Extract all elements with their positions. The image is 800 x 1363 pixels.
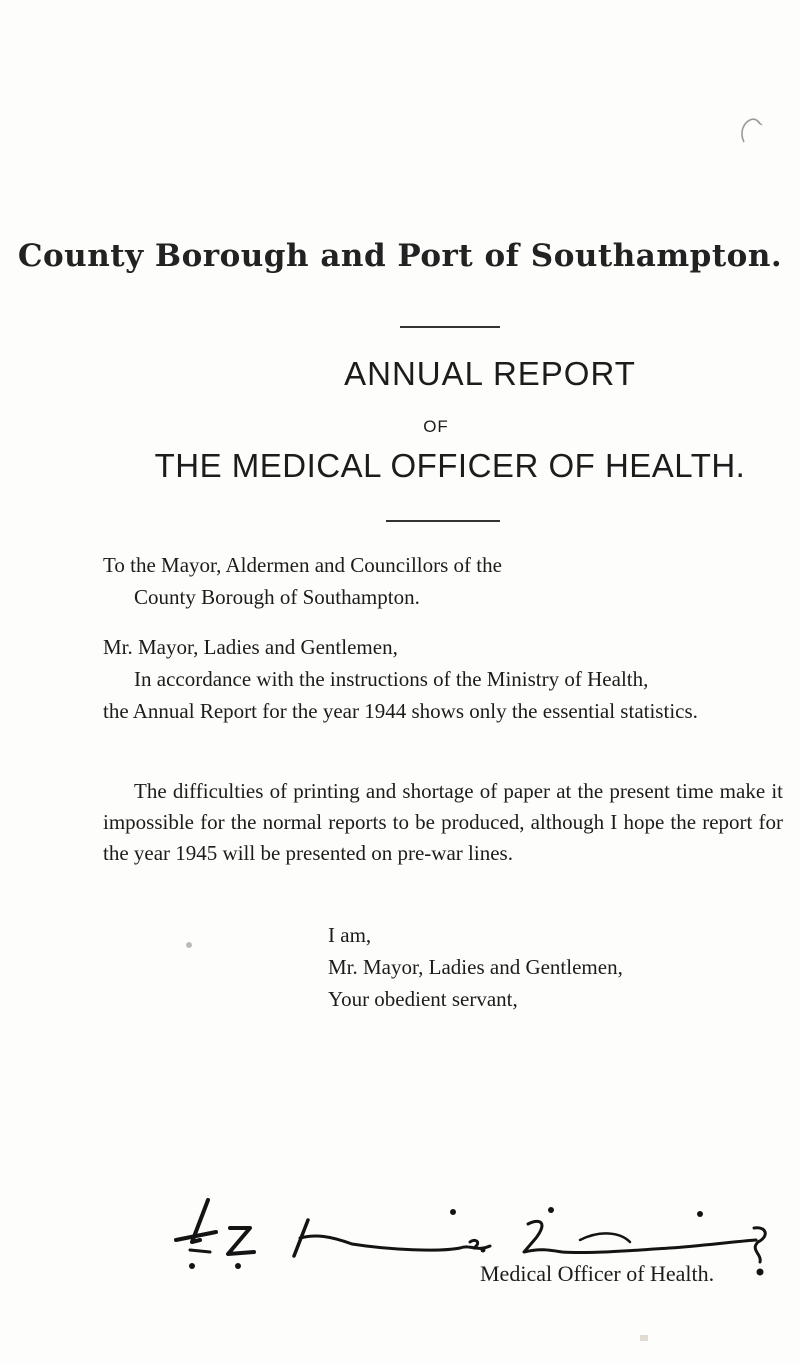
closing-line-3: Your obedient servant, bbox=[328, 987, 518, 1011]
paragraph-2: The difficulties of printing and shortage of paper at the present time make it impossible for the normal reports to be produced, although I hope the report for the year 1945 will be presented on pre-war lines. bbox=[103, 779, 783, 865]
closing-line-2: Mr. Mayor, Ladies and Gentlemen, bbox=[328, 955, 623, 979]
closing-line-1: I am, bbox=[328, 923, 372, 947]
stray-mark bbox=[186, 942, 192, 948]
header-divider bbox=[400, 326, 500, 328]
report-of: OF bbox=[423, 417, 449, 436]
page-header: County Borough and Port of Southampton. bbox=[17, 238, 783, 274]
title-divider bbox=[386, 520, 500, 522]
salutation: Mr. Mayor, Ladies and Gentlemen, bbox=[103, 635, 398, 659]
corner-pencil-mark bbox=[738, 112, 768, 152]
report-subtitle: THE MEDICAL OFFICER OF HEALTH. bbox=[154, 447, 746, 484]
paragraph-1-continued: the Annual Report for the year 1944 shows only the essential statistics. bbox=[103, 699, 698, 723]
paragraph-1-first-line: In accordance with the instructions of the Ministry of Health, bbox=[134, 667, 649, 691]
report-title: ANNUAL REPORT bbox=[344, 355, 636, 392]
address-line-2: County Borough of Southampton. bbox=[134, 585, 420, 609]
signoff-title: Medical Officer of Health. bbox=[480, 1261, 715, 1286]
address-line-1: To the Mayor, Aldermen and Councillors of the bbox=[103, 553, 502, 577]
paper-blemish bbox=[640, 1335, 648, 1341]
